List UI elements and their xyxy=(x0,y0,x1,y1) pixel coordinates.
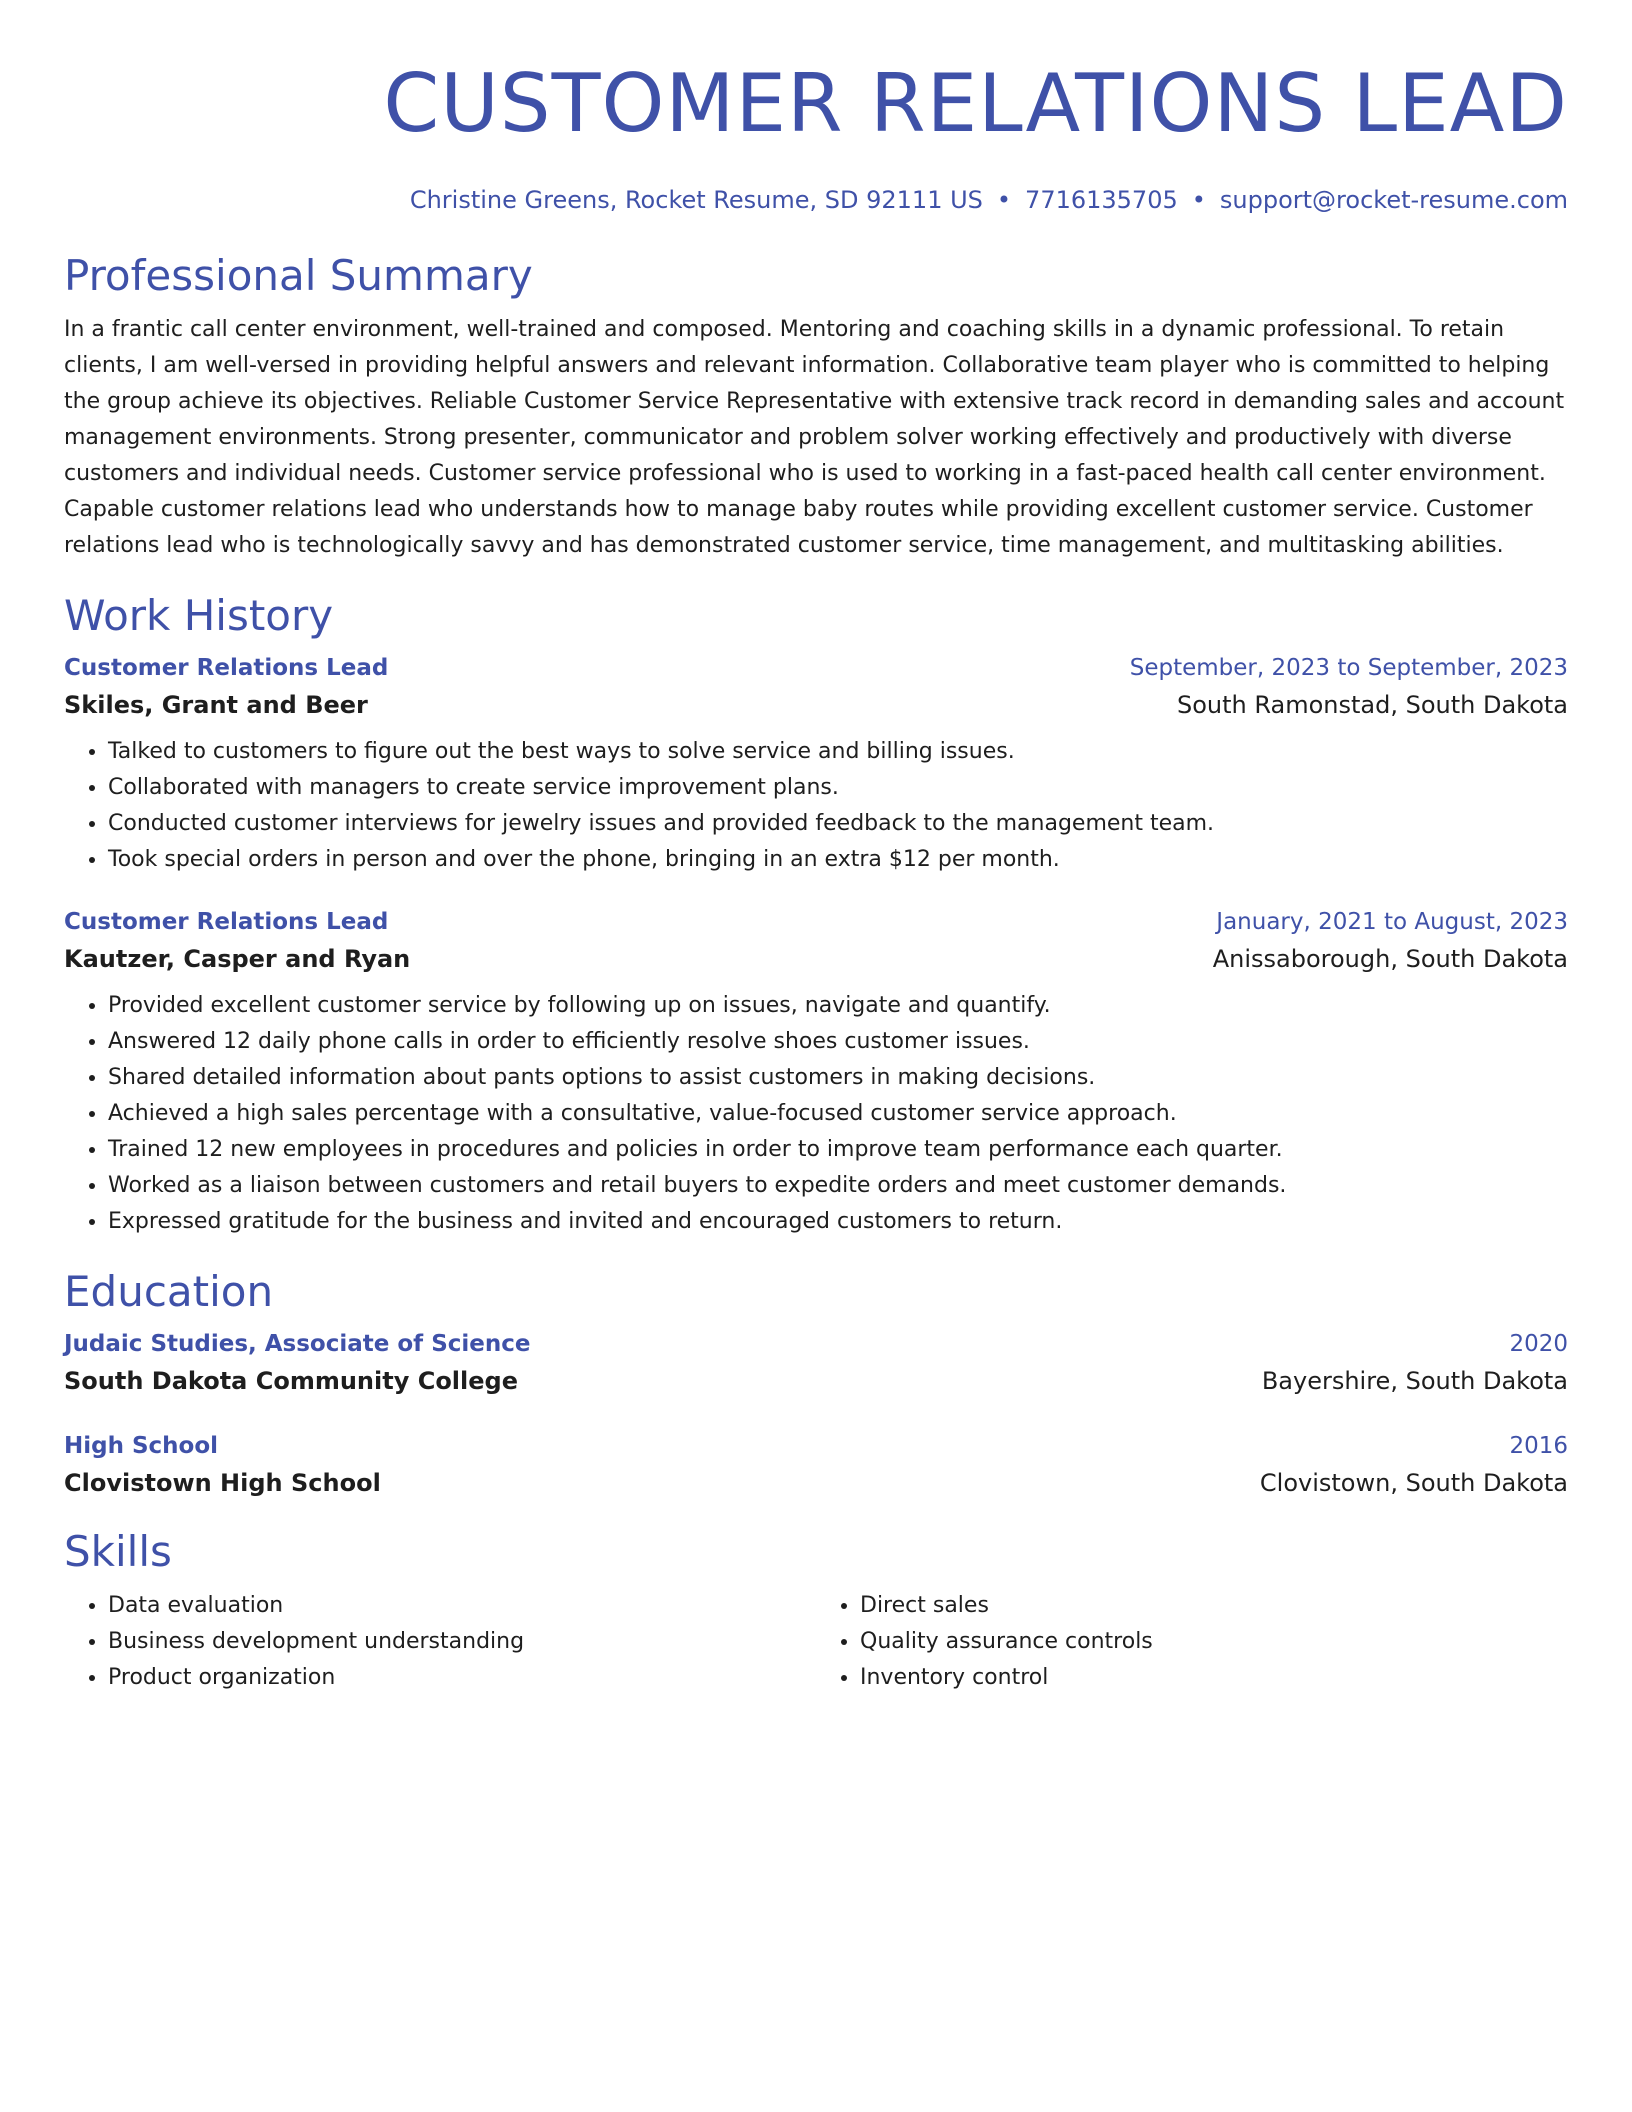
education-degree: Judaic Studies, Associate of Science xyxy=(64,1331,531,1357)
list-item: • Provided excellent customer service by following up on issues, navigate and quantify. xyxy=(108,988,1568,1024)
list-item: • Collaborated with managers to create service improvement plans. xyxy=(108,770,1568,806)
summary-section xyxy=(64,250,1568,564)
job-dates: January, 2021 to August, 2023 xyxy=(1216,909,1568,935)
skills-list-right xyxy=(816,1588,1568,1696)
skill-item: • Data evaluation xyxy=(108,1588,816,1624)
resume-header xyxy=(64,56,1568,216)
job-bullets xyxy=(64,988,1568,1240)
work-section xyxy=(64,590,1568,1240)
list-item: • Trained 12 new employees in procedures and policies in order to improve team performance each quarter. xyxy=(108,1132,1568,1168)
skills-section xyxy=(64,1526,1568,1696)
job-company: Kautzer, Casper and Ryan xyxy=(64,945,411,973)
job-header-row xyxy=(64,904,1568,940)
contact-address: Christine Greens, Rocket Resume, SD 92111 US xyxy=(409,186,983,214)
list-item: • Talked to customers to figure out the best ways to solve service and billing issues. xyxy=(108,734,1568,770)
skill-item: • Direct sales xyxy=(860,1588,1568,1624)
skill-item: • Inventory control xyxy=(860,1660,1568,1696)
job-dates: September, 2023 to September, 2023 xyxy=(1129,655,1568,681)
list-item: • Answered 12 daily phone calls in order to efficiently resolve shoes customer issues. xyxy=(108,1024,1568,1060)
section-heading-skills: Skills xyxy=(64,1527,172,1576)
skills-list-left xyxy=(64,1588,816,1696)
section-heading-work: Work History xyxy=(64,591,334,640)
education-header-row xyxy=(64,1326,1568,1362)
section-heading-summary: Professional Summary xyxy=(64,251,533,300)
education-year: 2016 xyxy=(1509,1433,1568,1459)
education-school: South Dakota Community College xyxy=(64,1367,518,1395)
contact-separator: • xyxy=(996,186,1012,214)
list-item: • Worked as a liaison between customers and retail buyers to expedite orders and meet customer demands. xyxy=(108,1168,1568,1204)
skill-item: • Quality assurance controls xyxy=(860,1624,1568,1660)
summary-text: In a frantic call center environment, well-trained and composed. Mentoring and coaching skills in a dynamic professional. To retain clients, I am well-versed in providing helpful answers and relevant information. Collaborative team player who is committed to helping the group achieve its objectives. Reliable Customer Service Representative with extensive track record in demanding sales and account management environments. Strong presenter, communicator and problem solver working effectively and productively with diverse customers and individual needs. Customer service professional who is used to working in a fast-paced health call center environment. Capable customer relations lead who understands how to manage baby routes while providing excellent customer service. Customer relations lead who is technologically savvy and has demonstrated customer service, time management, and multitasking abilities. xyxy=(64,317,1565,558)
contact-line xyxy=(64,184,1568,216)
list-item: • Conducted customer interviews for jewelry issues and provided feedback to the management team. xyxy=(108,806,1568,842)
education-school-row xyxy=(64,1464,1568,1502)
contact-phone: 7716135705 xyxy=(1025,186,1178,214)
skill-item: • Business development understanding xyxy=(108,1624,816,1660)
job-header-row xyxy=(64,650,1568,686)
education-year: 2020 xyxy=(1509,1331,1568,1357)
list-item: • Achieved a high sales percentage with a consultative, value-focused customer service approach. xyxy=(108,1096,1568,1132)
job-bullets xyxy=(64,734,1568,878)
job-company: Skiles, Grant and Beer xyxy=(64,691,368,719)
job-title: CUSTOMER RELATIONS LEAD xyxy=(383,57,1568,150)
education-entry xyxy=(64,1326,1568,1400)
education-degree: High School xyxy=(64,1433,219,1459)
section-heading-education: Education xyxy=(64,1267,274,1316)
list-item: • Took special orders in person and over the phone, bringing in an extra $12 per month. xyxy=(108,842,1568,878)
education-location: Bayershire, South Dakota xyxy=(1261,1367,1568,1395)
education-section xyxy=(64,1266,1568,1502)
job-company-row xyxy=(64,940,1568,978)
job-role: Customer Relations Lead xyxy=(64,909,389,935)
education-school: Clovistown High School xyxy=(64,1469,381,1497)
job-company-row xyxy=(64,686,1568,724)
job-location: Anissaborough, South Dakota xyxy=(1212,945,1568,973)
education-entry xyxy=(64,1428,1568,1502)
education-location: Clovistown, South Dakota xyxy=(1259,1469,1568,1497)
education-header-row xyxy=(64,1428,1568,1464)
job-role: Customer Relations Lead xyxy=(64,655,389,681)
list-item: • Expressed gratitude for the business and invited and encouraged customers to return. xyxy=(108,1204,1568,1240)
job-entry xyxy=(64,650,1568,878)
skills-grid xyxy=(64,1588,1568,1696)
education-school-row xyxy=(64,1362,1568,1400)
job-entry xyxy=(64,904,1568,1240)
list-item: • Shared detailed information about pants options to assist customers in making decisions. xyxy=(108,1060,1568,1096)
contact-separator: • xyxy=(1191,186,1206,214)
job-location: South Ramonstad, South Dakota xyxy=(1176,691,1568,719)
skill-item: • Product organization xyxy=(108,1660,816,1696)
contact-email: support@rocket-resume.com xyxy=(1219,186,1568,214)
